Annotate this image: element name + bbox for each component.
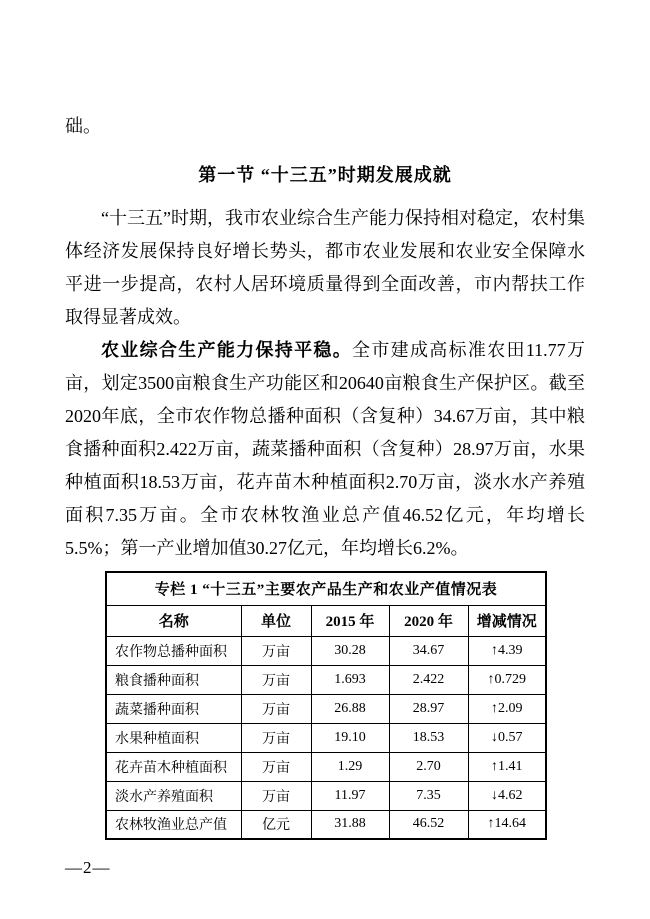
row-value-cell: 亿元 — [241, 810, 311, 839]
table-body — [106, 636, 546, 839]
row-value-cell: 万亩 — [241, 752, 311, 781]
row-name-cell: 水果种植面积 — [106, 723, 241, 752]
paragraph-overview: “十三五”时期，我市农业综合生产能力保持相对稳定，农村集体经济发展保持良好增长势头，都市农业发展和农业安全保障水平进一步提高，农村人居环境质量得到全面改善，市内帮扶工作取得显著成效。 — [65, 208, 585, 327]
page-number: —2— — [65, 858, 111, 877]
row-value-cell: ↑0.729 — [468, 665, 546, 694]
column-header-2015: 2015 年 — [311, 605, 389, 636]
row-value-cell: 万亩 — [241, 781, 311, 810]
table-row — [106, 694, 546, 723]
row-value-cell: 46.52 — [389, 810, 468, 839]
column-header-change: 增减情况 — [468, 605, 546, 636]
row-value-cell: 万亩 — [241, 723, 311, 752]
row-value-cell: ↑1.41 — [468, 752, 546, 781]
row-value-cell: 2.70 — [389, 752, 468, 781]
table-row — [106, 752, 546, 781]
table-row — [106, 810, 546, 839]
table-title: 专栏 1 “十三五”主要农产品生产和农业产值情况表 — [106, 572, 546, 605]
paragraph-capacity — [65, 334, 585, 565]
column-header-name: 名称 — [106, 605, 241, 636]
leading-text: 础。 — [65, 116, 101, 136]
paragraph-capacity-lead: 农业综合生产能力保持平稳。 — [101, 340, 353, 360]
row-value-cell: 7.35 — [389, 781, 468, 810]
row-value-cell: 26.88 — [311, 694, 389, 723]
page-content — [65, 110, 585, 840]
table-row — [106, 665, 546, 694]
table-row — [106, 781, 546, 810]
row-name-cell: 花卉苗木种植面积 — [106, 752, 241, 781]
row-value-cell: 1.693 — [311, 665, 389, 694]
row-value-cell: 万亩 — [241, 694, 311, 723]
row-name-cell: 蔬菜播种面积 — [106, 694, 241, 723]
row-name-cell: 农作物总播种面积 — [106, 636, 241, 665]
row-value-cell: 18.53 — [389, 723, 468, 752]
row-value-cell: 34.67 — [389, 636, 468, 665]
paragraph-capacity-body: 全市建成高标准农田11.77万亩，划定3500亩粮食生产功能区和20640亩粮食生产保护区。截至2020年底，全市农作物总播种面积（含复种）34.67万亩，其中粮食播种面积2.422万亩，蔬菜播种面积（含复种）28.97万亩，水果种植面积18.53万亩，花卉苗木种植面积2.70万亩，淡水水产养殖面积7.35万亩。全市农林牧渔业总产值46.52亿元，年均增长5.5%；第一产业增加值30.27亿元，年均增长6.2%。 — [65, 340, 585, 558]
table-row — [106, 723, 546, 752]
row-value-cell: 1.29 — [311, 752, 389, 781]
column-header-unit: 单位 — [241, 605, 311, 636]
row-value-cell: 2.422 — [389, 665, 468, 694]
panel-table — [105, 571, 547, 840]
row-value-cell: ↑14.64 — [468, 810, 546, 839]
panel-table-wrapper — [105, 571, 545, 840]
row-value-cell: ↓0.57 — [468, 723, 546, 752]
row-value-cell: 万亩 — [241, 636, 311, 665]
row-name-cell: 粮食播种面积 — [106, 665, 241, 694]
row-value-cell: 30.28 — [311, 636, 389, 665]
column-header-2020: 2020 年 — [389, 605, 468, 636]
section-heading: 第一节 “十三五”时期发展成就 — [198, 165, 452, 185]
table-header-row — [106, 605, 546, 636]
row-value-cell: 28.97 — [389, 694, 468, 723]
row-value-cell: 11.97 — [311, 781, 389, 810]
table-row — [106, 636, 546, 665]
row-value-cell: 31.88 — [311, 810, 389, 839]
row-name-cell: 农林牧渔业总产值 — [106, 810, 241, 839]
row-value-cell: ↓4.62 — [468, 781, 546, 810]
row-value-cell: 19.10 — [311, 723, 389, 752]
table-title-row — [106, 572, 546, 605]
row-value-cell: 万亩 — [241, 665, 311, 694]
row-value-cell: ↑4.39 — [468, 636, 546, 665]
row-name-cell: 淡水产养殖面积 — [106, 781, 241, 810]
row-value-cell: ↑2.09 — [468, 694, 546, 723]
